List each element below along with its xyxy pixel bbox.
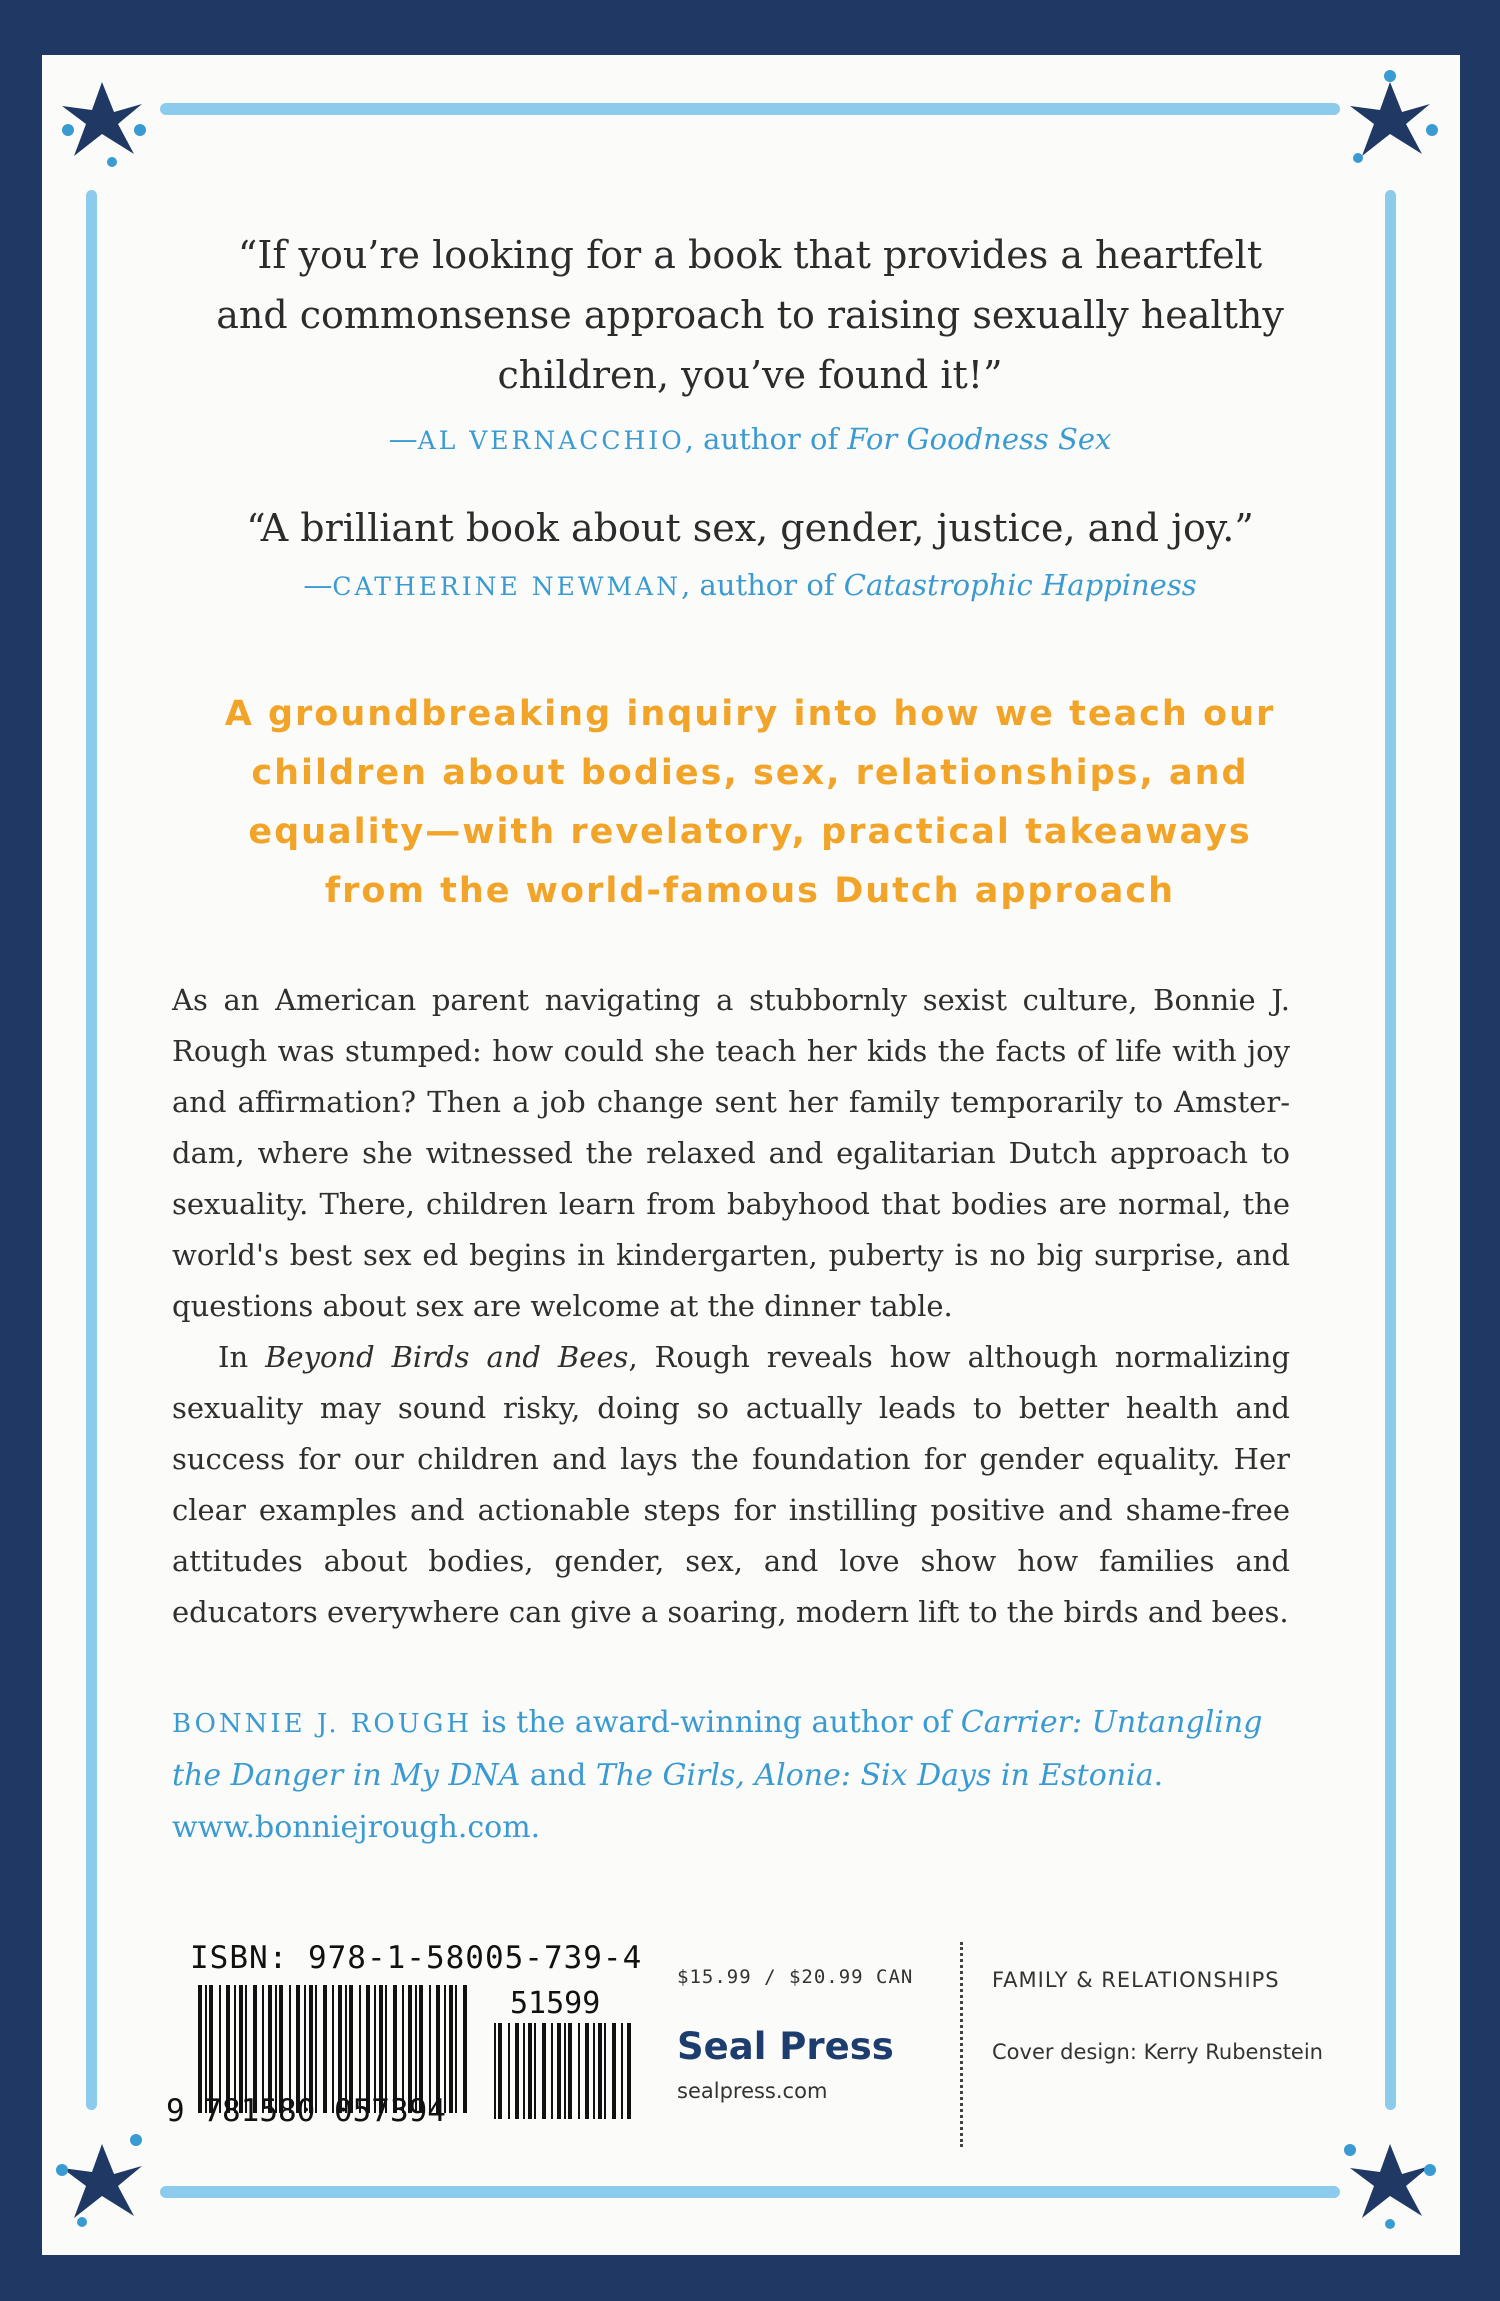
attribution-connector: , author of	[684, 422, 848, 456]
author-bio	[172, 1697, 1290, 1854]
description-paragraph-1: As an American parent navigating a stubbornly sexist culture, Bonnie J. Rough was stumped: how could she teach her kids the facts of life with joy and affirmation? Then a job change sent her family temporarily to Amsterdam, where she witnessed the relaxed and egalitarian Dutch approach to sexuality. There, children learn from babyhood that bodies are normal, the world's best sex ed begins in kindergarten, puberty is no big surprise, and questions about sex are welcome at the dinner table.	[172, 983, 1290, 1323]
bio-book-1: Carrier: Untangling the Danger in My DNA	[172, 1705, 1263, 1793]
description-p2-prefix: In	[218, 1340, 266, 1374]
barcode-bar	[542, 2023, 546, 2119]
book-category: FAMILY & RELATIONSHIPS	[992, 1968, 1280, 1992]
blurb-1-author: AL VERNACCHIO	[417, 426, 685, 455]
bio-text-2: and	[520, 1758, 596, 1793]
left-border-rule	[86, 190, 97, 2110]
barcode-bar	[627, 2023, 631, 2119]
author-website: www.bonniejrough.com.	[172, 1810, 541, 1845]
barcode-bar	[598, 2023, 602, 2119]
tagline-line-3: equality—with revelatory, practical takeaways	[248, 812, 1252, 852]
barcode-bar	[523, 2023, 525, 2119]
barcode-bar	[508, 2023, 510, 2119]
attribution-dash: —	[303, 568, 333, 602]
barcode-bar	[578, 2023, 580, 2119]
top-border-rule	[160, 103, 1340, 115]
tagline-line-1: A groundbreaking inquiry into how we teach our	[224, 694, 1276, 734]
attribution-dash: —	[388, 422, 418, 456]
bio-book-2: The Girls, Alone: Six Days in Estonia	[595, 1758, 1154, 1793]
blurb-1-line-2: and commonsense approach to raising sexually healthy	[216, 293, 1284, 337]
bio-text-1: is the award-winning author of	[472, 1705, 961, 1740]
book-title: Beyond Birds and Bees	[265, 1340, 629, 1374]
barcode-bar	[612, 2023, 616, 2119]
description-paragraph-2	[172, 1332, 1290, 1638]
tagline-line-2: children about bodies, sex, relationships, and	[251, 753, 1249, 793]
barcode-bar	[494, 2023, 496, 2119]
book-description	[172, 975, 1290, 1638]
blurb-2-quote	[0, 498, 1500, 558]
tagline-line-4: from the world-famous Dutch approach	[324, 871, 1176, 911]
blurb-1-attribution	[0, 419, 1500, 461]
bio-text-3: .	[1153, 1758, 1164, 1793]
star-figure-icon	[1340, 68, 1440, 168]
ean-digits: 9 781580 057394	[166, 2093, 446, 2129]
barcode-bar	[515, 2023, 519, 2119]
barcode-bar	[498, 2023, 502, 2119]
blurb-1-line-1: “If you’re looking for a book that provides a heartfelt	[237, 233, 1263, 277]
tagline	[190, 685, 1310, 921]
barcode-bar	[593, 2023, 595, 2119]
barcode-bar	[621, 2023, 623, 2119]
publisher-url: sealpress.com	[677, 2079, 828, 2103]
barcode-bar	[463, 1985, 467, 2113]
blurb-2-work: Catastrophic Happiness	[843, 568, 1197, 602]
price-code: 51599	[510, 1986, 601, 2021]
barcode-bar	[534, 2023, 536, 2119]
attribution-connector: , author of	[681, 568, 844, 602]
blurb-1-line-3: children, you’ve found it!”	[497, 353, 1003, 397]
dotted-divider	[960, 1942, 963, 2147]
isbn-label: ISBN: 978-1-58005-739-4	[190, 1940, 643, 1976]
publisher-name: Seal Press	[677, 2025, 894, 2068]
right-border-rule	[1385, 190, 1396, 2110]
bottom-border-rule	[160, 2186, 1340, 2198]
barcode-bar	[528, 2023, 532, 2119]
blurb-1-work: For Goodness Sex	[847, 422, 1112, 456]
barcode-bar	[557, 2023, 561, 2119]
barcode-bar	[551, 2023, 553, 2119]
star-figure-icon	[52, 2130, 152, 2230]
barcode-bar	[604, 2023, 606, 2119]
star-figure-icon	[1340, 2130, 1440, 2230]
barcode-bar	[449, 1985, 453, 2113]
cover-design-credit: Cover design: Kerry Rubenstein	[992, 2040, 1323, 2064]
blurb-2-line-1: “A brilliant book about sex, gender, justice, and joy.”	[246, 506, 1254, 550]
barcode-bar	[455, 1985, 457, 2113]
barcode-bar	[568, 2023, 572, 2119]
blurb-1-quote	[0, 225, 1500, 405]
star-figure-icon	[52, 68, 152, 168]
price-label: $15.99 / $20.99 CAN	[677, 1966, 914, 1988]
author-name: BONNIE J. ROUGH	[172, 1709, 473, 1739]
barcode-bar	[564, 2023, 566, 2119]
barcode-bar	[585, 2023, 589, 2119]
blurb-2-attribution	[0, 565, 1500, 607]
description-p2-text: , Rough reveals how although normalizing sexuality may sound risky, doing so actually leads to better health and success for our children and lays the foundation for gender equality. Her clear examples and actionable steps for instilling positive and shame-free attitudes about bodies, gender, sex, and love show how families and educators everywhere can give a soaring, modern lift to the birds and bees.	[172, 1340, 1291, 1629]
blurb-2-author: CATHERINE NEWMAN	[332, 572, 682, 601]
